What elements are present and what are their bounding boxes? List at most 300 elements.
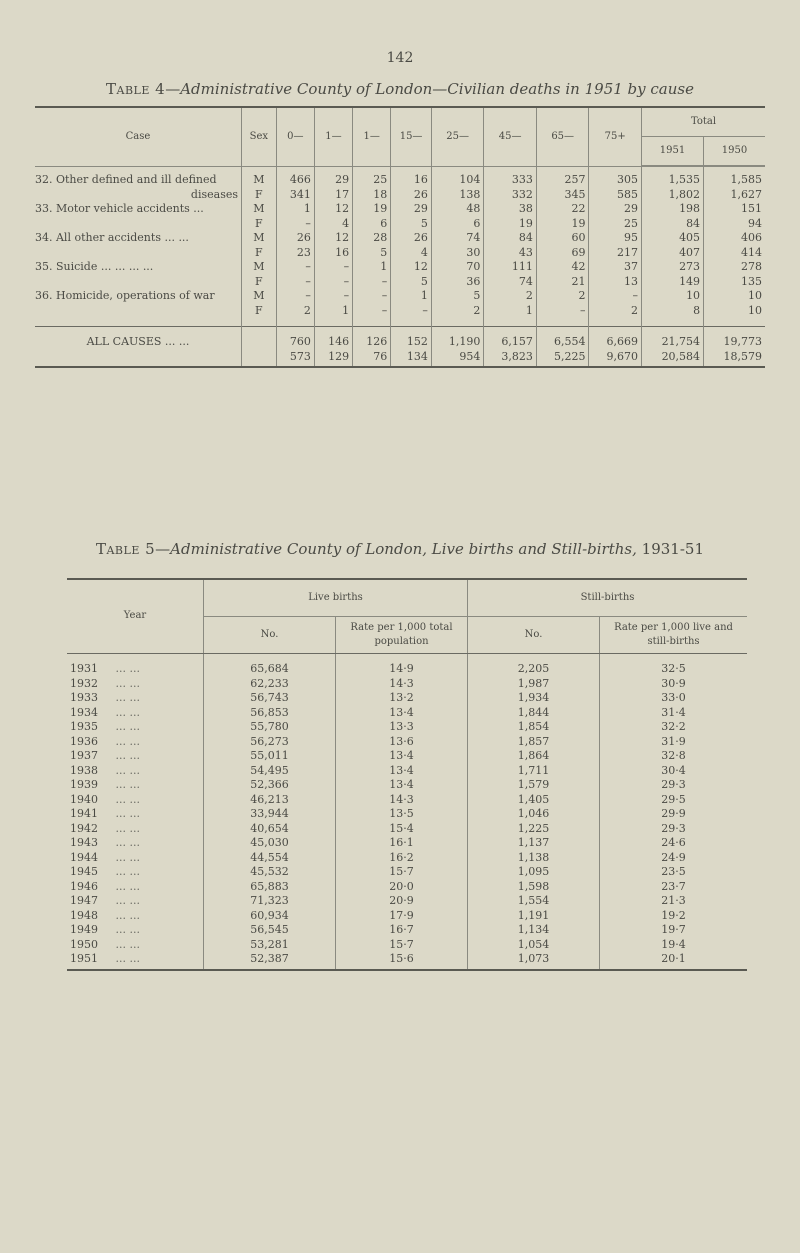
live-no-cell: 52,387: [204, 952, 336, 970]
leader-dots: ... ...: [115, 850, 140, 864]
value-cell: 4: [391, 246, 432, 261]
year-cell: 1944: [70, 850, 98, 864]
all-causes-label: ALL CAUSES ... ...: [35, 327, 242, 350]
year-cell: 1946: [70, 879, 98, 893]
value-cell: 84: [641, 217, 703, 232]
leader-dots: ... ...: [115, 676, 140, 690]
sex-cell: M: [242, 260, 277, 275]
still-no-cell: 1,054: [468, 938, 600, 953]
still-no-cell: 1,844: [468, 706, 600, 721]
header-age: 75+: [589, 107, 642, 166]
live-no-cell: 33,944: [204, 807, 336, 822]
value-cell: –: [391, 304, 432, 327]
still-no-cell: 1,854: [468, 720, 600, 735]
table4-title: Table 4—Administrative County of London—Civilian deaths in 1951 by cause: [106, 80, 694, 98]
value-cell: 407: [641, 246, 703, 261]
header-age: 15—: [391, 107, 432, 166]
value-cell: 1,627: [704, 188, 765, 203]
value-cell: 12: [314, 202, 352, 217]
header-age: 65—: [536, 107, 589, 166]
year-cell: 1936: [70, 734, 98, 748]
value-cell: 29: [391, 202, 432, 217]
live-rate-cell: 13·4: [336, 764, 468, 779]
value-cell: 1,802: [641, 188, 703, 203]
value-cell: 2: [589, 304, 642, 327]
cause-label: 34. All other accidents ... ...: [35, 231, 189, 244]
value-cell: 74: [484, 275, 537, 290]
year-cell: 1951: [70, 952, 98, 965]
value-cell: 30: [431, 246, 484, 261]
table-row: [67, 822, 747, 837]
value-cell: 19: [353, 202, 391, 217]
live-no-cell: 55,780: [204, 720, 336, 735]
table5-title: Table 5—Administrative County of London, Live births and Still-births, 1931-51: [95, 540, 704, 558]
value-cell: 2: [431, 304, 484, 327]
live-rate-cell: 14·3: [336, 677, 468, 692]
value-cell: 466: [276, 167, 314, 188]
year-cell: 1949: [70, 923, 98, 936]
leader-dots: ... ...: [115, 894, 140, 907]
cause-label: [35, 275, 242, 290]
value-cell: –: [589, 289, 642, 304]
table-row: [67, 706, 747, 721]
table-row: [67, 923, 747, 938]
live-rate-cell: 13·4: [336, 749, 468, 764]
total-cell: 573: [276, 350, 314, 368]
live-rate-cell: 20·0: [336, 880, 468, 895]
live-no-cell: 71,323: [204, 894, 336, 909]
still-no-cell: 1,864: [468, 749, 600, 764]
leader-dots: ... ...: [115, 778, 140, 791]
still-no-cell: 1,137: [468, 836, 600, 851]
live-no-cell: 65,883: [204, 880, 336, 895]
value-cell: 104: [431, 167, 484, 188]
value-cell: 26: [276, 231, 314, 246]
table5-years: 1931-51: [641, 540, 704, 558]
total-cell: 1,190: [431, 327, 484, 350]
sex-cell: M: [242, 202, 277, 217]
still-no-cell: 1,134: [468, 923, 600, 938]
cause-label: [35, 304, 242, 327]
live-no-cell: 45,030: [204, 836, 336, 851]
table-row: [67, 735, 747, 750]
total-cell: 3,823: [484, 350, 537, 368]
value-cell: 5: [353, 246, 391, 261]
total-cell: 5,225: [536, 350, 589, 368]
live-no-cell: 60,934: [204, 909, 336, 924]
cause-label: [35, 217, 242, 232]
header-still-births: Still-births: [468, 579, 748, 617]
leader-dots: ... ...: [115, 705, 140, 719]
live-rate-cell: 14·3: [336, 793, 468, 808]
live-rate-cell: 13·2: [336, 691, 468, 706]
value-cell: –: [536, 304, 589, 327]
value-cell: 5: [391, 275, 432, 290]
table-row: [67, 677, 747, 692]
total-cell: 6,157: [484, 327, 537, 350]
table-row: [35, 260, 765, 275]
leader-dots: ... ...: [115, 821, 140, 835]
leader-dots: ... ...: [115, 763, 140, 777]
leader-dots: ... ...: [115, 807, 140, 820]
table-row: [67, 654, 747, 677]
sex-cell: F: [242, 246, 277, 261]
value-cell: 38: [484, 202, 537, 217]
value-cell: 1: [353, 260, 391, 275]
header-live-births: Live births: [204, 579, 468, 617]
value-cell: 138: [431, 188, 484, 203]
leader-dots: ... ...: [115, 662, 140, 675]
table-row: [35, 167, 765, 188]
sex-cell: F: [242, 304, 277, 327]
table-row: [67, 909, 747, 924]
value-cell: 18: [353, 188, 391, 203]
table4-deaths-by-cause: [35, 106, 765, 368]
table-row: [67, 793, 747, 808]
value-cell: 13: [589, 275, 642, 290]
header-live-no: No.: [204, 617, 336, 654]
total-cell: 760: [276, 327, 314, 350]
still-rate-cell: 29·3: [600, 822, 748, 837]
live-rate-cell: 13·6: [336, 735, 468, 750]
live-rate-cell: 20·9: [336, 894, 468, 909]
header-still-rate: Rate per 1,000 live and still-births: [600, 617, 748, 654]
still-rate-cell: 31·9: [600, 735, 748, 750]
sex-cell: F: [242, 275, 277, 290]
still-no-cell: 1,711: [468, 764, 600, 779]
value-cell: 25: [353, 167, 391, 188]
value-cell: –: [276, 289, 314, 304]
still-rate-cell: 21·3: [600, 894, 748, 909]
sex-cell: F: [242, 188, 277, 203]
value-cell: 22: [536, 202, 589, 217]
live-rate-cell: 16·7: [336, 923, 468, 938]
value-cell: 1: [276, 202, 314, 217]
table-row: [67, 778, 747, 793]
still-no-cell: 1,095: [468, 865, 600, 880]
value-cell: 10: [704, 304, 765, 327]
value-cell: 217: [589, 246, 642, 261]
year-cell: 1943: [70, 836, 98, 849]
total-cell: 954: [431, 350, 484, 368]
still-no-cell: 1,857: [468, 735, 600, 750]
table-row: [67, 938, 747, 953]
year-cell: 1950: [70, 937, 98, 951]
still-rate-cell: 20·1: [600, 952, 748, 970]
table-row: [35, 202, 765, 217]
live-no-cell: 56,853: [204, 706, 336, 721]
table-row: [35, 246, 765, 261]
value-cell: 16: [391, 167, 432, 188]
live-rate-cell: 15·7: [336, 938, 468, 953]
still-no-cell: 1,191: [468, 909, 600, 924]
value-cell: –: [314, 260, 352, 275]
live-rate-cell: 15·6: [336, 952, 468, 970]
still-rate-cell: 19·4: [600, 938, 748, 953]
still-no-cell: 1,138: [468, 851, 600, 866]
table5-title-text: Administrative County of London, Live births and Still-births,: [170, 540, 637, 558]
value-cell: –: [353, 304, 391, 327]
year-cell: 1937: [70, 749, 98, 762]
total-cell: 21,754: [641, 327, 703, 350]
table4-label: Table 4: [106, 80, 166, 98]
value-cell: 43: [484, 246, 537, 261]
value-cell: 12: [391, 260, 432, 275]
table-row: [35, 289, 765, 304]
total-cell: 134: [391, 350, 432, 368]
value-cell: 1: [391, 289, 432, 304]
value-cell: –: [353, 289, 391, 304]
value-cell: 135: [704, 275, 765, 290]
value-cell: 25: [589, 217, 642, 232]
year-cell: 1939: [70, 778, 98, 791]
still-no-cell: 1,405: [468, 793, 600, 808]
leader-dots: ... ...: [115, 691, 140, 704]
value-cell: 29: [314, 167, 352, 188]
still-rate-cell: 19·2: [600, 909, 748, 924]
still-no-cell: 1,225: [468, 822, 600, 837]
value-cell: 1,585: [704, 167, 765, 188]
year-cell: 1942: [70, 821, 98, 835]
table-row: [67, 720, 747, 735]
value-cell: 19: [484, 217, 537, 232]
total-cell: 20,584: [641, 350, 703, 368]
year-cell: 1938: [70, 763, 98, 777]
year-cell: 1934: [70, 705, 98, 719]
live-no-cell: 52,366: [204, 778, 336, 793]
value-cell: –: [314, 289, 352, 304]
value-cell: 8: [641, 304, 703, 327]
value-cell: 305: [589, 167, 642, 188]
still-rate-cell: 29·5: [600, 793, 748, 808]
value-cell: 2: [536, 289, 589, 304]
live-no-cell: 56,545: [204, 923, 336, 938]
live-rate-cell: 13·4: [336, 706, 468, 721]
still-rate-cell: 30·9: [600, 677, 748, 692]
leader-dots: ... ...: [115, 836, 140, 849]
still-no-cell: 1,987: [468, 677, 600, 692]
value-cell: 1,535: [641, 167, 703, 188]
value-cell: 94: [704, 217, 765, 232]
live-no-cell: 54,495: [204, 764, 336, 779]
value-cell: 585: [589, 188, 642, 203]
value-cell: 111: [484, 260, 537, 275]
cause-label: diseases: [190, 187, 238, 201]
header-1951: 1951: [641, 137, 703, 166]
header-1950: 1950: [704, 137, 765, 166]
live-rate-cell: 16·1: [336, 836, 468, 851]
total-cell: 6,669: [589, 327, 642, 350]
still-no-cell: 1,073: [468, 952, 600, 970]
value-cell: 42: [536, 260, 589, 275]
still-no-cell: 2,205: [468, 654, 600, 677]
still-rate-cell: 19·7: [600, 923, 748, 938]
total-cell: 9,670: [589, 350, 642, 368]
value-cell: 151: [704, 202, 765, 217]
table-row: [67, 952, 747, 970]
table-row: [67, 894, 747, 909]
live-rate-cell: 13·4: [336, 778, 468, 793]
leader-dots: ... ...: [115, 923, 140, 936]
table5-births: [67, 578, 747, 971]
live-no-cell: 46,213: [204, 793, 336, 808]
total-cell: 19,773: [704, 327, 765, 350]
value-cell: 6: [431, 217, 484, 232]
leader-dots: ... ...: [115, 908, 140, 922]
year-cell: 1941: [70, 807, 98, 820]
sex-cell: M: [242, 231, 277, 246]
value-cell: 2: [484, 289, 537, 304]
still-rate-cell: 32·8: [600, 749, 748, 764]
live-rate-cell: 13·5: [336, 807, 468, 822]
header-age: 0—: [276, 107, 314, 166]
value-cell: 84: [484, 231, 537, 246]
value-cell: 405: [641, 231, 703, 246]
value-cell: –: [276, 260, 314, 275]
value-cell: 28: [353, 231, 391, 246]
still-no-cell: 1,046: [468, 807, 600, 822]
still-rate-cell: 29·3: [600, 778, 748, 793]
year-cell: 1948: [70, 908, 98, 922]
sex-cell: M: [242, 289, 277, 304]
value-cell: –: [353, 275, 391, 290]
value-cell: –: [276, 217, 314, 232]
header-age: 45—: [484, 107, 537, 166]
value-cell: 406: [704, 231, 765, 246]
header-age: 1—: [353, 107, 391, 166]
value-cell: 10: [704, 289, 765, 304]
value-cell: 333: [484, 167, 537, 188]
value-cell: 74: [431, 231, 484, 246]
table-row: [35, 304, 765, 327]
live-rate-cell: 14·9: [336, 654, 468, 677]
value-cell: 26: [391, 231, 432, 246]
still-rate-cell: 33·0: [600, 691, 748, 706]
year-cell: 1932: [70, 676, 98, 690]
header-year: Year: [67, 579, 204, 654]
table-row: [35, 217, 765, 232]
table-row: [67, 764, 747, 779]
total-cell: 146: [314, 327, 352, 350]
still-rate-cell: 23·5: [600, 865, 748, 880]
table-row: [67, 749, 747, 764]
value-cell: 2: [276, 304, 314, 327]
leader-dots: ... ...: [115, 734, 140, 748]
total-cell: 152: [391, 327, 432, 350]
year-cell: 1935: [70, 720, 98, 733]
cause-label: 36. Homicide, operations of war: [35, 289, 215, 302]
live-no-cell: 56,743: [204, 691, 336, 706]
cause-label: 32. Other defined and ill defined: [35, 173, 217, 186]
still-rate-cell: 24·9: [600, 851, 748, 866]
still-rate-cell: 24·6: [600, 836, 748, 851]
total-cell: 76: [353, 350, 391, 368]
header-case: Case: [125, 130, 151, 142]
year-cell: 1947: [70, 894, 98, 907]
table-row: [67, 691, 747, 706]
leader-dots: ... ...: [115, 879, 140, 893]
table4-title-text: Administrative County of London—Civilian deaths in 1951 by cause: [180, 80, 694, 98]
sex-cell: F: [242, 217, 277, 232]
leader-dots: ... ...: [115, 865, 140, 878]
still-rate-cell: 29·9: [600, 807, 748, 822]
value-cell: 273: [641, 260, 703, 275]
value-cell: 36: [431, 275, 484, 290]
live-rate-cell: 15·7: [336, 865, 468, 880]
value-cell: 23: [276, 246, 314, 261]
live-rate-cell: 16·2: [336, 851, 468, 866]
header-age: 25—: [431, 107, 484, 166]
cause-label: [35, 246, 242, 261]
table-row: [67, 865, 747, 880]
total-row: [35, 350, 765, 368]
value-cell: 21: [536, 275, 589, 290]
value-cell: –: [276, 275, 314, 290]
live-no-cell: 44,554: [204, 851, 336, 866]
value-cell: 345: [536, 188, 589, 203]
table-row: [35, 231, 765, 246]
table-row: [67, 851, 747, 866]
page-number: 142: [386, 50, 414, 66]
table-row: [67, 880, 747, 895]
value-cell: 278: [704, 260, 765, 275]
live-rate-cell: 17·9: [336, 909, 468, 924]
live-no-cell: 40,654: [204, 822, 336, 837]
value-cell: 1: [484, 304, 537, 327]
value-cell: 149: [641, 275, 703, 290]
value-cell: 198: [641, 202, 703, 217]
value-cell: 19: [536, 217, 589, 232]
live-no-cell: 65,684: [204, 654, 336, 677]
value-cell: 4: [314, 217, 352, 232]
value-cell: 6: [353, 217, 391, 232]
sex-cell: M: [242, 167, 277, 188]
table5-label: Table 5: [95, 540, 156, 558]
leader-dots: ... ...: [115, 720, 140, 733]
still-rate-cell: 32·5: [600, 654, 748, 677]
header-age: 1—: [314, 107, 352, 166]
value-cell: 12: [314, 231, 352, 246]
value-cell: 29: [589, 202, 642, 217]
value-cell: 332: [484, 188, 537, 203]
value-cell: 10: [641, 289, 703, 304]
year-cell: 1945: [70, 865, 98, 878]
live-no-cell: 55,011: [204, 749, 336, 764]
live-no-cell: 56,273: [204, 735, 336, 750]
still-no-cell: 1,598: [468, 880, 600, 895]
leader-dots: ... ...: [115, 749, 140, 762]
header-sex: Sex: [242, 107, 277, 166]
still-no-cell: 1,579: [468, 778, 600, 793]
total-cell: 18,579: [704, 350, 765, 368]
year-cell: 1933: [70, 691, 98, 704]
still-rate-cell: 30·4: [600, 764, 748, 779]
total-row: [35, 327, 765, 350]
live-no-cell: 62,233: [204, 677, 336, 692]
value-cell: 60: [536, 231, 589, 246]
header-still-no: No.: [468, 617, 600, 654]
value-cell: 5: [431, 289, 484, 304]
value-cell: 95: [589, 231, 642, 246]
leader-dots: ... ...: [115, 937, 140, 951]
value-cell: 26: [391, 188, 432, 203]
value-cell: 70: [431, 260, 484, 275]
table-row: [67, 836, 747, 851]
header-live-rate: Rate per 1,000 total population: [336, 617, 468, 654]
value-cell: 257: [536, 167, 589, 188]
total-cell: 126: [353, 327, 391, 350]
total-cell: 6,554: [536, 327, 589, 350]
